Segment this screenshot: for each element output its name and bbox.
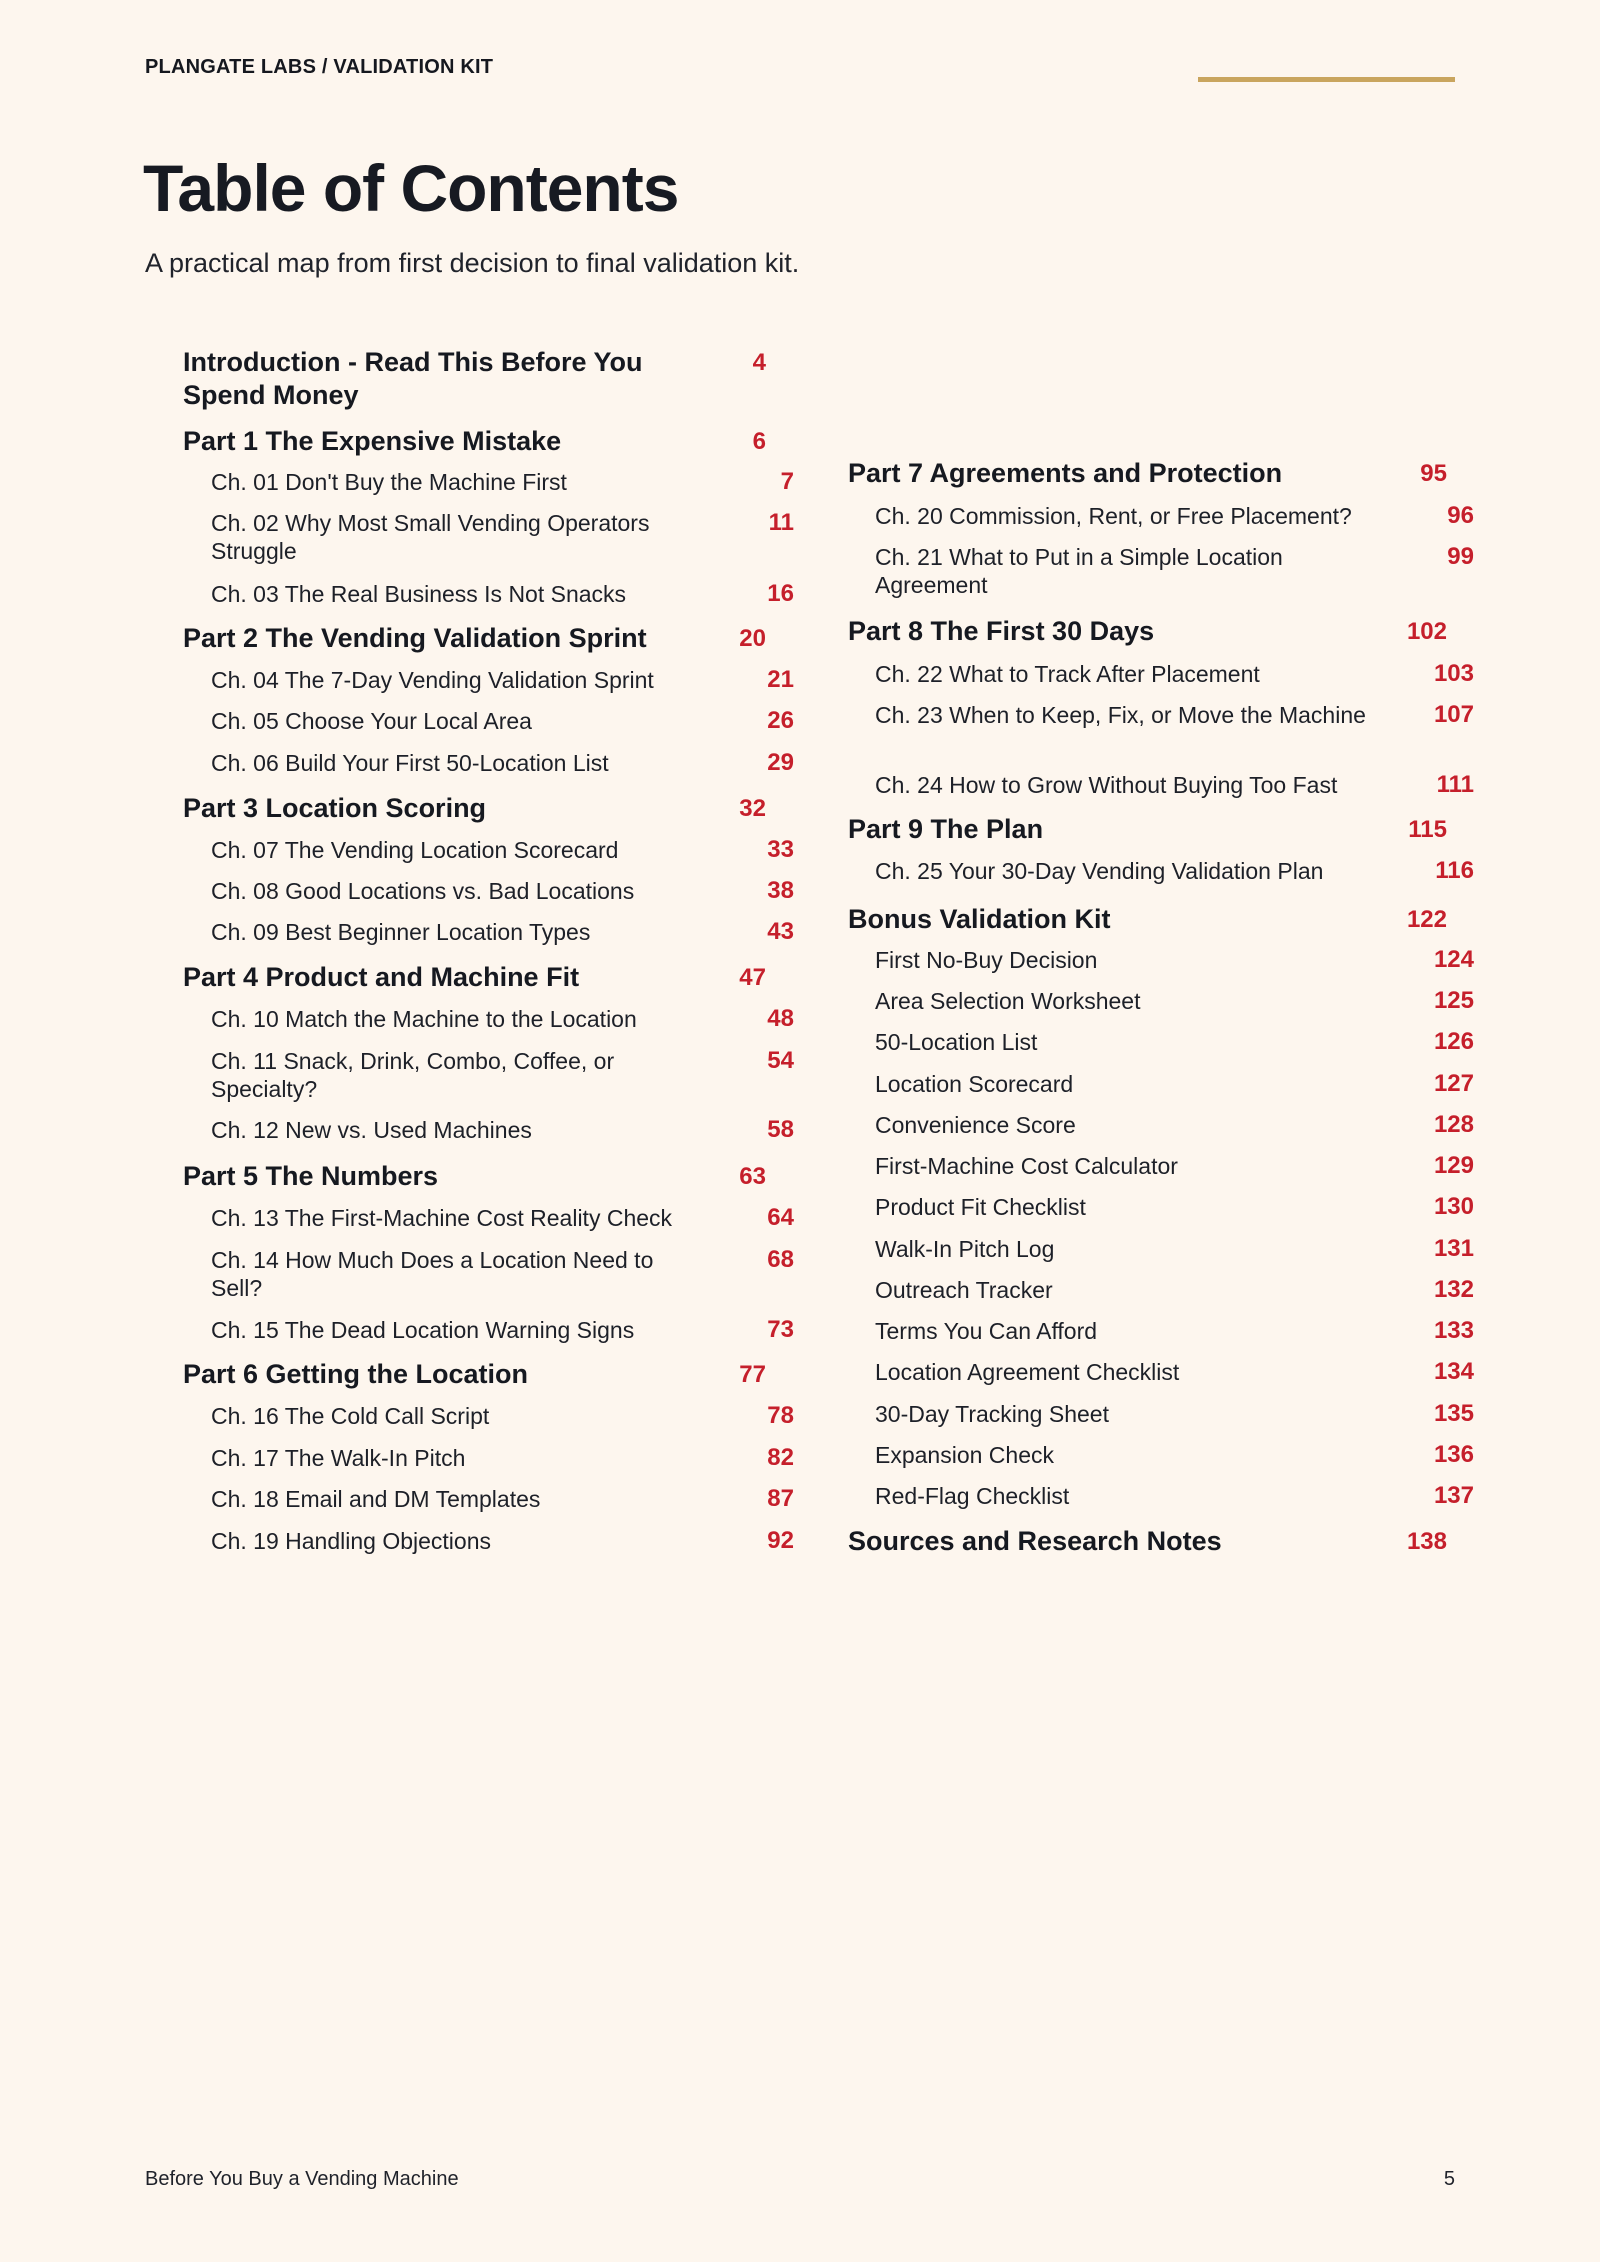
- toc-entry-title: Ch. 04 The 7-Day Vending Validation Sprint: [211, 667, 654, 693]
- toc-chapter-entry[interactable]: [211, 1527, 794, 1555]
- toc-entry-page-number: 87: [767, 1485, 794, 1512]
- header-label: PLANGATE LABS / VALIDATION KIT: [145, 56, 494, 78]
- toc-part-entry[interactable]: [848, 1525, 1448, 1558]
- toc-entry-page-number: 7: [780, 468, 794, 495]
- toc-entry-title: Part 6 Getting the Location: [183, 1359, 529, 1389]
- toc-entry-page-number: 127: [1433, 1070, 1474, 1097]
- toc-part-entry[interactable]: [183, 1358, 783, 1391]
- toc-part-entry[interactable]: [183, 425, 783, 458]
- toc-entry-page-number: 111: [1436, 771, 1474, 798]
- toc-entry-title: Part 4 Product and Machine Fit: [183, 962, 580, 992]
- page-subtitle: A practical map from first decision to final validation kit.: [145, 248, 800, 278]
- toc-entry-page-number: 33: [767, 836, 794, 863]
- toc-entry-title: Part 5 The Numbers: [183, 1161, 439, 1191]
- toc-entry-title: Ch. 20 Commission, Rent, or Free Placement?: [875, 503, 1352, 529]
- toc-chapter-entry[interactable]: [875, 1111, 1474, 1139]
- toc-chapter-entry[interactable]: [211, 918, 794, 946]
- toc-entry-page-number: 68: [767, 1246, 794, 1273]
- toc-entry-title: Red-Flag Checklist: [875, 1483, 1070, 1509]
- toc-entry-page-number: 130: [1433, 1193, 1474, 1220]
- toc-entry-page-number: 43: [767, 918, 794, 945]
- toc-entry-title: Outreach Tracker: [875, 1277, 1053, 1303]
- toc-entry-page-number: 29: [767, 749, 794, 776]
- toc-entry-title: Area Selection Worksheet: [875, 988, 1141, 1014]
- toc-entry-page-number: 6: [752, 428, 766, 455]
- toc-entry-page-number: 11: [768, 509, 794, 536]
- toc-chapter-entry[interactable]: [875, 1358, 1474, 1386]
- toc-entry-title: Ch. 05 Choose Your Local Area: [211, 708, 532, 734]
- toc-entry-page-number: 4: [752, 349, 766, 376]
- toc-entry-page-number: 107: [1433, 701, 1474, 728]
- toc-chapter-entry[interactable]: [875, 946, 1474, 974]
- toc-chapter-entry[interactable]: [211, 1204, 794, 1232]
- toc-entry-title: Product Fit Checklist: [875, 1194, 1086, 1220]
- toc-part-entry[interactable]: [183, 346, 783, 412]
- toc-chapter-entry[interactable]: [211, 707, 794, 735]
- toc-entry-title: Convenience Score: [875, 1112, 1076, 1138]
- toc-chapter-entry[interactable]: [875, 1235, 1474, 1263]
- toc-entry-title: Part 9 The Plan: [848, 814, 1044, 844]
- toc-entry-page-number: 26: [767, 707, 794, 734]
- toc-chapter-entry[interactable]: [875, 771, 1474, 799]
- toc-entry-page-number: 133: [1433, 1317, 1474, 1344]
- toc-entry-page-number: 134: [1433, 1358, 1474, 1385]
- footer-page-number: 5: [1443, 2168, 1455, 2190]
- toc-chapter-entry[interactable]: [875, 1400, 1474, 1428]
- toc-chapter-entry[interactable]: [211, 580, 794, 608]
- toc-entry-page-number: 131: [1433, 1235, 1474, 1262]
- footer-book-title: Before You Buy a Vending Machine: [145, 2168, 459, 2190]
- toc-entry-page-number: 63: [739, 1163, 766, 1190]
- toc-chapter-entry[interactable]: [211, 1485, 794, 1513]
- toc-chapter-entry[interactable]: [211, 1116, 794, 1144]
- toc-part-entry[interactable]: [183, 622, 783, 655]
- toc-chapter-entry[interactable]: [875, 543, 1474, 599]
- toc-entry-title: Part 1 The Expensive Mistake: [183, 426, 562, 456]
- toc-entry-title: 50-Location List: [875, 1029, 1038, 1055]
- toc-entry-title: Ch. 08 Good Locations vs. Bad Locations: [211, 878, 635, 904]
- toc-chapter-entry[interactable]: [211, 1246, 794, 1302]
- toc-chapter-entry[interactable]: [211, 1444, 794, 1472]
- toc-entry-title: Ch. 13 The First-Machine Cost Reality Check: [211, 1205, 673, 1231]
- toc-entry-title: Introduction - Read This Before You Spend Money: [183, 347, 643, 410]
- toc-entry-title: Ch. 11 Snack, Drink, Combo, Coffee, or Specialty?: [211, 1048, 615, 1102]
- toc-entry-page-number: 78: [767, 1402, 794, 1429]
- page-title: Table of Contents: [143, 151, 679, 225]
- toc-entry-page-number: 20: [739, 625, 766, 652]
- toc-chapter-entry[interactable]: [875, 1482, 1474, 1510]
- toc-entry-page-number: 38: [767, 877, 794, 904]
- toc-entry-title: Ch. 21 What to Put in a Simple Location Agreement: [875, 544, 1283, 598]
- toc-chapter-entry[interactable]: [211, 1316, 794, 1344]
- toc-entry-page-number: 99: [1447, 543, 1474, 570]
- toc-entry-page-number: 125: [1433, 987, 1474, 1014]
- toc-entry-page-number: 102: [1406, 618, 1447, 645]
- toc-entry-title: Location Agreement Checklist: [875, 1359, 1180, 1385]
- toc-entry-title: Ch. 16 The Cold Call Script: [211, 1403, 490, 1429]
- toc-chapter-entry[interactable]: [211, 509, 794, 565]
- toc-entry-page-number: 77: [739, 1361, 766, 1388]
- toc-entry-title: Part 7 Agreements and Protection: [848, 458, 1283, 488]
- toc-entry-page-number: 122: [1406, 906, 1447, 933]
- toc-entry-title: Ch. 15 The Dead Location Warning Signs: [211, 1317, 635, 1343]
- toc-chapter-entry[interactable]: [875, 1028, 1474, 1056]
- toc-entry-title: Ch. 22 What to Track After Placement: [875, 661, 1260, 687]
- toc-entry-page-number: 58: [767, 1116, 794, 1143]
- toc-entry-page-number: 48: [767, 1005, 794, 1032]
- toc-entry-title: Ch. 19 Handling Objections: [211, 1528, 491, 1554]
- toc-entry-title: Ch. 18 Email and DM Templates: [211, 1486, 541, 1512]
- toc-entry-title: Expansion Check: [875, 1442, 1054, 1468]
- toc-chapter-entry[interactable]: [875, 1441, 1474, 1469]
- toc-entry-title: Terms You Can Afford: [875, 1318, 1098, 1344]
- toc-entry-title: First No-Buy Decision: [875, 947, 1098, 973]
- toc-entry-page-number: 115: [1408, 816, 1447, 843]
- toc-chapter-entry[interactable]: [875, 1152, 1474, 1180]
- toc-entry-title: Ch. 06 Build Your First 50-Location List: [211, 750, 609, 776]
- toc-part-entry[interactable]: [183, 792, 783, 825]
- toc-part-entry[interactable]: [848, 903, 1448, 936]
- toc-part-entry[interactable]: [848, 813, 1448, 846]
- toc-entry-title: Ch. 02 Why Most Small Vending Operators Struggle: [211, 510, 650, 564]
- toc-chapter-entry[interactable]: [875, 1193, 1474, 1221]
- toc-entry-title: First-Machine Cost Calculator: [875, 1153, 1178, 1179]
- toc-entry-title: Ch. 23 When to Keep, Fix, or Move the Machine: [875, 702, 1366, 728]
- toc-entry-page-number: 128: [1433, 1111, 1474, 1138]
- toc-entry-page-number: 32: [739, 795, 766, 822]
- toc-entry-page-number: 54: [767, 1047, 794, 1074]
- toc-chapter-entry[interactable]: [875, 857, 1474, 885]
- toc-entry-page-number: 103: [1433, 660, 1474, 687]
- toc-chapter-entry[interactable]: [211, 1005, 794, 1033]
- toc-chapter-entry[interactable]: [875, 1317, 1474, 1345]
- toc-entry-title: Ch. 14 How Much Does a Location Need to Sell?: [211, 1247, 654, 1301]
- toc-entry-page-number: 135: [1433, 1400, 1474, 1427]
- toc-chapter-entry[interactable]: [211, 1047, 794, 1103]
- toc-entry-title: Ch. 10 Match the Machine to the Location: [211, 1006, 637, 1032]
- toc-chapter-entry[interactable]: [875, 502, 1474, 530]
- toc-chapter-entry[interactable]: [211, 877, 794, 905]
- toc-part-entry[interactable]: [848, 457, 1448, 490]
- toc-chapter-entry[interactable]: [211, 1402, 794, 1430]
- header-accent-rule: [1198, 77, 1455, 82]
- toc-chapter-entry[interactable]: [211, 666, 794, 694]
- toc-entry-title: Ch. 17 The Walk-In Pitch: [211, 1445, 466, 1471]
- toc-entry-title: Ch. 03 The Real Business Is Not Snacks: [211, 581, 627, 607]
- toc-entry-page-number: 82: [767, 1444, 794, 1471]
- toc-chapter-entry[interactable]: [875, 1070, 1474, 1098]
- toc-chapter-entry[interactable]: [875, 660, 1474, 688]
- toc-entry-page-number: 126: [1433, 1028, 1474, 1055]
- toc-entry-title: Part 8 The First 30 Days: [848, 616, 1155, 646]
- toc-entry-page-number: 47: [739, 964, 766, 991]
- toc-entry-title: Location Scorecard: [875, 1071, 1074, 1097]
- toc-chapter-entry[interactable]: [211, 836, 794, 864]
- toc-entry-page-number: 16: [767, 580, 794, 607]
- toc-chapter-entry[interactable]: [875, 987, 1474, 1015]
- toc-entry-page-number: 138: [1406, 1528, 1447, 1555]
- toc-entry-title: Ch. 24 How to Grow Without Buying Too Fast: [875, 772, 1338, 798]
- toc-chapter-entry[interactable]: [875, 1276, 1474, 1304]
- toc-entry-title: Part 3 Location Scoring: [183, 793, 487, 823]
- toc-entry-page-number: 136: [1433, 1441, 1474, 1468]
- toc-chapter-entry[interactable]: [875, 701, 1474, 729]
- toc-entry-title: Part 2 The Vending Validation Sprint: [183, 623, 647, 653]
- toc-entry-page-number: 96: [1447, 502, 1474, 529]
- toc-entry-title: Bonus Validation Kit: [848, 904, 1111, 934]
- toc-entry-page-number: 132: [1433, 1276, 1474, 1303]
- toc-part-entry[interactable]: [183, 961, 783, 994]
- toc-entry-title: Walk-In Pitch Log: [875, 1236, 1055, 1262]
- toc-chapter-entry[interactable]: [211, 468, 794, 496]
- toc-entry-page-number: 124: [1433, 946, 1474, 973]
- toc-entry-title: Ch. 25 Your 30-Day Vending Validation Plan: [875, 858, 1324, 884]
- toc-entry-title: Ch. 01 Don't Buy the Machine First: [211, 469, 567, 495]
- toc-entry-page-number: 64: [767, 1204, 794, 1231]
- toc-entry-page-number: 95: [1420, 460, 1447, 487]
- toc-entry-page-number: 116: [1435, 857, 1474, 884]
- toc-entry-page-number: 129: [1433, 1152, 1474, 1179]
- toc-entry-title: Ch. 09 Best Beginner Location Types: [211, 919, 591, 945]
- toc-entry-page-number: 73: [767, 1316, 794, 1343]
- toc-entry-page-number: 21: [767, 666, 794, 693]
- toc-entry-page-number: 92: [767, 1527, 794, 1554]
- toc-entry-title: Ch. 12 New vs. Used Machines: [211, 1117, 532, 1143]
- toc-entry-title: Sources and Research Notes: [848, 1526, 1222, 1556]
- toc-chapter-entry[interactable]: [211, 749, 794, 777]
- toc-entry-title: 30-Day Tracking Sheet: [875, 1401, 1109, 1427]
- toc-entry-page-number: 137: [1433, 1482, 1474, 1509]
- toc-part-entry[interactable]: [848, 615, 1448, 648]
- toc-part-entry[interactable]: [183, 1160, 783, 1193]
- toc-entry-title: Ch. 07 The Vending Location Scorecard: [211, 837, 619, 863]
